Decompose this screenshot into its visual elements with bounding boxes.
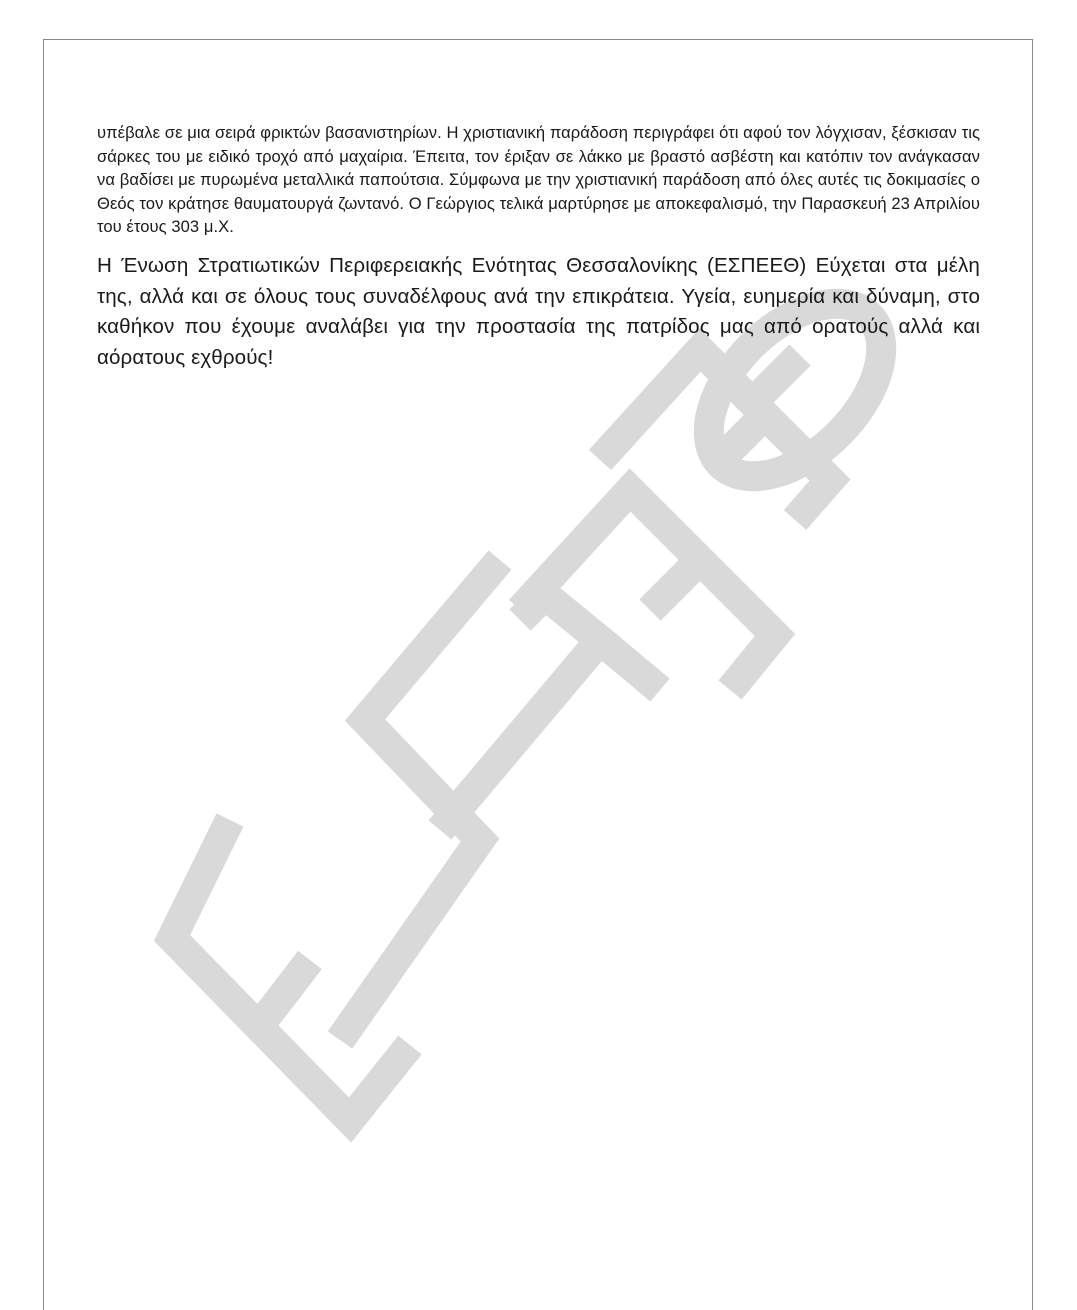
paragraph-greeting: Η Ένωση Στρατιωτικών Περιφερειακής Ενότητας Θεσσαλονίκης (ΕΣΠΕΕΘ) Εύχεται στα μέλη της, αλλά και σε όλους τους συναδέλφους ανά την επικράτεια. Υγεία, ευημερία και δύναμη, στο καθήκον που έχουμε αναλάβει για την προστασία της πατρίδος μας από ορατούς αλλά και αόρατους εχθρούς! [97,253,980,369]
paragraph-saint-george: υπέβαλε σε μια σειρά φρικτών βασανιστηρίων. Η χριστιανική παράδοση περιγράφει ότι αφού τον λόγχισαν, ξέσκισαν τις σάρκες του με ειδικό τροχό από μαχαίρια. Έπειτα, τον έριξαν σε λάκκο με βραστό ασβέστη και κατόπιν τον ανάγκασαν να βαδίσει με πυρωμένα μεταλλικά παπούτσια. Σύμφωνα με την χριστιανική παράδοση από όλες αυτές τις δοκιμασίες ο Θεός τον κράτησε θαυματουργά ζωντανό. Ο Γεώργιος τελικά μαρτύρησε με αποκεφαλισμό, την Παρασκευή 23 Απριλίου του έτους 303 μ.Χ. [97,123,980,237]
document-body [97,121,980,373]
